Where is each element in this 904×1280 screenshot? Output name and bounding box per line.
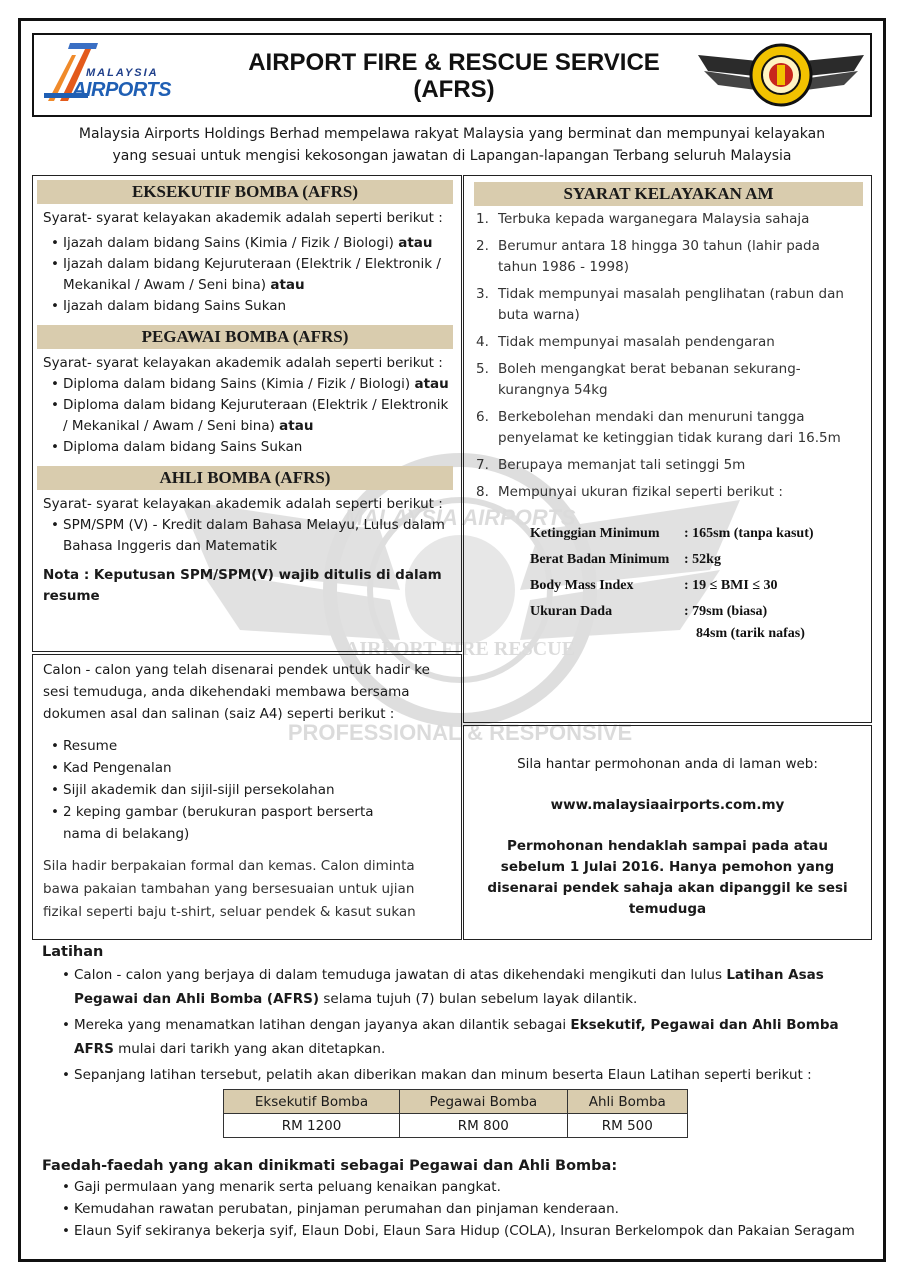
list-item: • Ijazah dalam bidang Sains (Kimia / Fizik / Biologi) atau [43,233,451,254]
measure-label: Ketinggian Minimum [530,526,660,541]
calon-closing: Sila hadir berpakaian formal dan kemas. Calon diminta bawa pakaian tambahan yang bersesuaian untuk ujian fizikal seperti baju t-shirt, seluar pendek & kasut sukan [43,858,416,920]
list-item: • Diploma dalam bidang Kejuruteraan (Elektrik / Elektronik / Mekanikal / Awam / Seni bina) atau [43,395,451,437]
list-item: • Diploma dalam bidang Sains (Kimia / Fizik / Biologi) atau [43,374,451,395]
training-title: Latihan [42,944,104,960]
measure-label: Berat Badan Minimum [530,552,670,567]
training-section [42,943,868,1087]
intro-line-2: yang sesuai untuk mengisi kekosongan jawatan di Lapangan-lapangan Terbang seluruh Malaysia [112,148,792,164]
list-item: • Kemudahan rawatan perubatan, pinjaman perumahan dan pinjaman kenderaan. [54,1198,868,1220]
list-item: 8. Mempunyai ukuran fizikal seperti berikut : [476,484,783,500]
list-item: • 2 keping gambar (berukuran pasport berserta nama di belakang) [43,801,449,845]
list-item: 3. Tidak mempunyai masalah penglihatan (rabun dan buta warna) [476,286,844,323]
list-item: • Diploma dalam bidang Sains Sukan [43,437,451,458]
list-item: • Mereka yang menamatkan latihan dengan jayanya akan dilantik sebagai Eksekutif, Pegawai dan Ahli Bomba AFRS mulai dari tarikh yang akan ditetapkan. [54,1013,868,1061]
list-item: • Sijil akademik dan sijil-sijil persekolahan [43,779,449,801]
application-box [463,725,872,940]
benefits-title: Faedah-faedah yang akan dinikmati sebagai Pegawai dan Ahli Bomba: [42,1158,618,1174]
interview-documents-box [32,654,462,940]
measure-value: : 52kg [684,552,721,567]
list-item: • Ijazah dalam bidang Sains Sukan [43,296,451,317]
watermark-ring-text: AIRPORT FIRE RESCUE [344,638,576,660]
nota: Nota : Keputusan SPM/SPM(V) wajib ditulis di dalam resume [43,567,442,604]
title-line-2: (AFRS) [413,76,495,103]
list-item: 4. Tidak mempunyai masalah pendengaran [476,334,775,350]
general-requirements-box [463,175,872,723]
list-item: • Elaun Syif sekiranya bekerja syif, Elaun Dobi, Elaun Sara Hidup (COLA), Insuran Berkelompok dan Pakaian Seragam [54,1220,868,1242]
table-header: Eksekutif Bomba [224,1090,400,1114]
logo-text-bottom: AIRPORTS [72,79,171,101]
list-item: • Ijazah dalam bidang Kejuruteraan (Elektrik / Elektronik / Mekanikal / Awam / Seni bina) atau [43,254,451,296]
title-line-1: AIRPORT FIRE & RESCUE SERVICE [248,49,660,76]
list-item: • Resume [43,735,449,757]
list-item: • Kad Pengenalan [43,757,449,779]
list-item: • Sepanjang latihan tersebut, pelatih akan diberikan makan dan minum beserta Elaun Latihan seperti berikut : [54,1063,868,1087]
physical-measurements [464,509,871,643]
table-cell: RM 1200 [224,1114,400,1138]
intro-paragraph [40,123,864,167]
measure-value: : 19 ≤ BMI ≤ 30 [684,578,778,593]
syarat-heading: SYARAT KELAYAKAN AM [474,182,863,206]
measure-value: : 79sm (biasa) [684,604,768,619]
watermark-motto: PROFESSIONAL & RESPONSIVE [287,720,633,745]
list-item: 1. Terbuka kepada warganegara Malaysia sahaja [476,211,810,227]
apply-deadline: Permohonan hendaklah sampai pada atau sebelum 1 Julai 2016. Hanya pemohon yang disenarai pendek sahaja akan dipanggil ke sesi temuduga [487,838,848,917]
measure-label: Body Mass Index [530,578,634,593]
calon-lead: Calon - calon yang telah disenarai pendek untuk hadir ke sesi temuduga, anda dikehendaki membawa bersama dokumen asal dan salinan (saiz A4) seperti berikut : [43,662,430,722]
afrs-wings-badge-icon [698,41,864,111]
allowance-table [223,1089,688,1138]
pegawai-heading: PEGAWAI BOMBA (AFRS) [37,325,453,349]
logo-text-top: MALAYSIA [86,67,159,79]
apply-lead: Sila hantar permohonan anda di laman web: [517,756,818,772]
ahli-heading: AHLI BOMBA (AFRS) [37,466,453,490]
list-item: 6. Berkebolehan mendaki dan menuruni tangga penyelamat ke ketinggian tidak kurang dari 16.5m [476,409,841,446]
table-row [224,1114,688,1138]
header [32,33,872,117]
measure-value: : 165sm (tanpa kasut) [684,526,814,541]
list-item: 7. Berupaya memanjat tali setinggi 5m [476,457,746,473]
pegawai-lead: Syarat- syarat kelayakan akademik adalah seperti berikut : [43,355,443,371]
list-item: 5. Boleh mengangkat berat bebanan sekurang-kurangnya 54kg [476,361,801,398]
table-header: Pegawai Bomba [400,1090,568,1114]
table-header-row [224,1090,688,1114]
benefits-section [42,1156,868,1242]
ahli-lead: Syarat- syarat kelayakan akademik adalah seperti berikut : [43,496,443,512]
qualifications-box [32,175,462,652]
table-cell: RM 800 [400,1114,568,1138]
list-item: • Calon - calon yang berjaya di dalam temuduga jawatan di atas dikehendaki mengikuti dan lulus Latihan Asas Pegawai dan Ahli Bomba (AFRS) selama tujuh (7) bulan sebelum layak dilantik. [54,963,868,1011]
list-item: • SPM/SPM (V) - Kredit dalam Bahasa Melayu, Lulus dalam Bahasa Inggeris dan Matematik [43,515,451,557]
apply-url-link[interactable]: www.malaysiaairports.com.my [550,797,785,813]
watermark-logo-text: MALAYSIA AIRPORTS [344,505,576,530]
malaysia-airports-logo [42,41,192,111]
measure-label: Ukuran Dada [530,604,613,619]
measure-value-extra: 84sm (tarik nafas) [696,626,805,641]
list-item: • Gaji permulaan yang menarik serta peluang kenaikan pangkat. [54,1176,868,1198]
page-title [214,49,694,103]
table-header: Ahli Bomba [567,1090,687,1114]
eksekutif-heading: EKSEKUTIF BOMBA (AFRS) [37,180,453,204]
syarat-list [464,206,871,503]
intro-line-1: Malaysia Airports Holdings Berhad mempelawa rakyat Malaysia yang berminat dan mempunyai kelayakan [78,126,826,142]
eksekutif-lead: Syarat- syarat kelayakan akademik adalah seperti berikut : [43,210,443,226]
list-item: 2. Berumur antara 18 hingga 30 tahun (lahir pada tahun 1986 - 1998) [476,238,820,275]
table-cell: RM 500 [567,1114,687,1138]
